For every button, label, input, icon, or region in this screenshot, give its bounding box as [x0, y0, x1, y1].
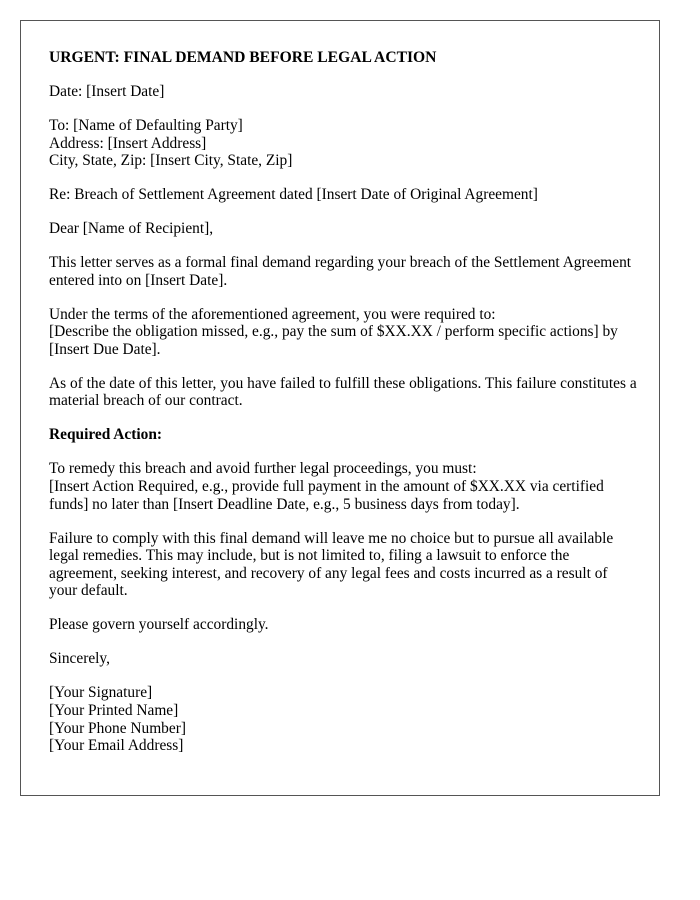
terms-line: Under the terms of the aforementioned agreement, you were required to: — [49, 305, 496, 323]
failure-paragraph: Failure to comply with this final demand will leave me no choice but to pursue all available legal remedies. This may include, but is not limited to, filing a lawsuit to enforce the agreement, seeking interest, and recovery of any legal fees and costs incurred as a result of your default. — [49, 529, 614, 600]
recipient-name-line: To: [Name of Defaulting Party] — [49, 116, 243, 134]
recipient-city-line: City, State, Zip: [Insert City, State, Zip] — [49, 152, 293, 170]
intro-paragraph: This letter serves as a formal final demand regarding your breach of the Settlement Agreement entered into on [Insert Date]. — [49, 254, 632, 289]
signature-line: [Your Signature] — [49, 684, 153, 702]
remedy-line: To remedy this breach and avoid further legal proceedings, you must: — [49, 460, 477, 478]
printed-name-line: [Your Printed Name] — [49, 701, 179, 719]
letter-body — [49, 49, 639, 771]
remedy-paragraph — [49, 460, 639, 513]
closing: Sincerely, — [49, 650, 110, 668]
breach-paragraph: As of the date of this letter, you have failed to fulfill these obligations. This failure constitutes a material breach of our contract. — [49, 374, 637, 410]
subject-line: Re: Breach of Settlement Agreement dated [Insert Date of Original Agreement] — [49, 186, 538, 204]
govern-paragraph: Please govern yourself accordingly. — [49, 616, 269, 634]
letter-page — [20, 20, 660, 796]
phone-line: [Your Phone Number] — [49, 719, 186, 737]
email-line: [Your Email Address] — [49, 737, 184, 755]
letter-heading: URGENT: FINAL DEMAND BEFORE LEGAL ACTION — [49, 49, 437, 66]
recipient-block — [49, 117, 639, 170]
terms-paragraph — [49, 306, 639, 359]
required-action-heading: Required Action: — [49, 426, 163, 444]
action-required-line: [Insert Action Required, e.g., provide full payment in the amount of $XX.XX via certified funds] no later than [Insert Deadline Date, e.g., 5 business days from today]. — [49, 478, 604, 513]
signature-block — [49, 684, 639, 754]
date-line: Date: [Insert Date] — [49, 82, 165, 100]
obligation-line: [Describe the obligation missed, e.g., pay the sum of $XX.XX / perform specific actions] by [Insert Due Date]. — [49, 323, 618, 358]
salutation: Dear [Name of Recipient], — [49, 220, 214, 238]
recipient-address-line: Address: [Insert Address] — [49, 134, 207, 152]
